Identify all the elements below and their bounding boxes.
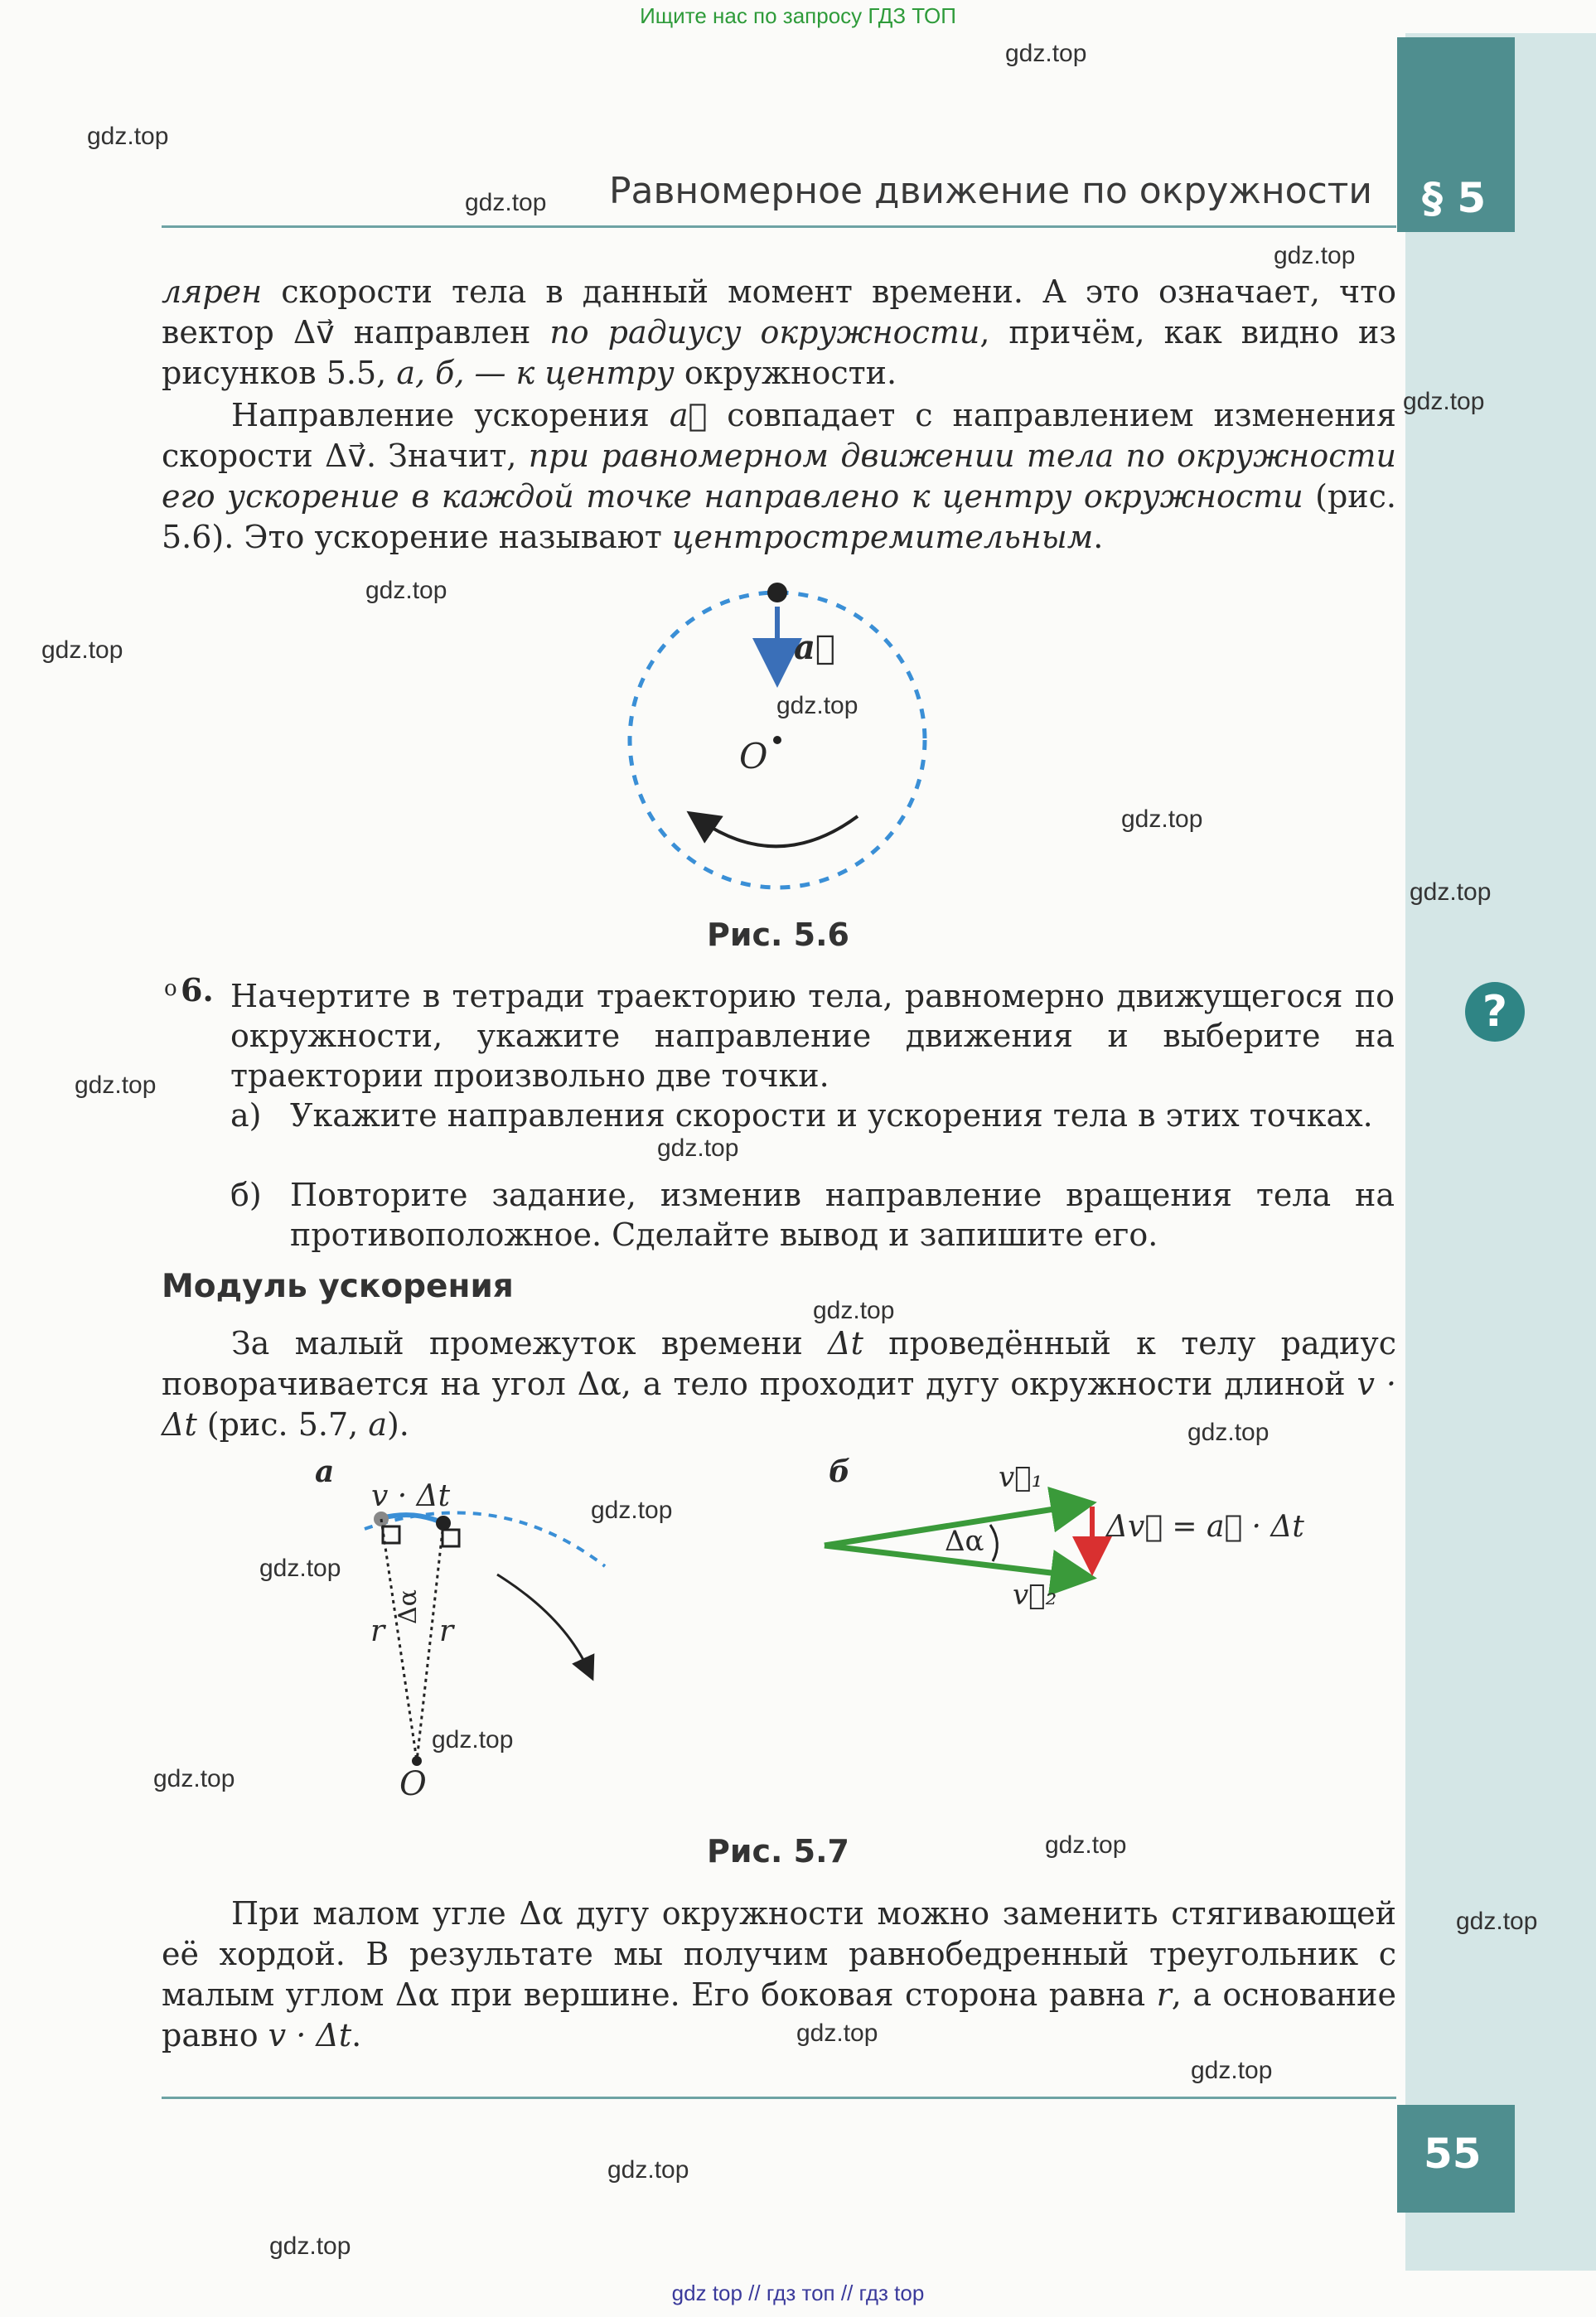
fig57-label-a: а xyxy=(315,1454,335,1489)
watermark: gdz.top xyxy=(813,1297,895,1324)
center-label: O xyxy=(739,736,768,776)
task-b-label: б) xyxy=(230,1177,262,1213)
task-a-label: а) xyxy=(230,1097,262,1134)
bottom-banner-watermark: gdz top // гдз топ // гдз top xyxy=(671,2281,925,2305)
delta-v-label: Δv⃗ = a⃗ · Δt xyxy=(1106,1510,1304,1544)
question-icon: ? xyxy=(1465,982,1525,1042)
watermark: gdz.top xyxy=(1121,805,1203,833)
angle-arc xyxy=(990,1525,997,1561)
paragraph-4: При малом угле Δα дугу окружности можно заменить стягивающей её хордой. В результате мы получим равнобедренный треугольник с малым углом Δα при вершине. Его боковая сторона равна r, а основание равно v · Δt. xyxy=(162,1895,1396,2053)
task-text: Начертите в тетради траекторию тела, равномерно движущегося по окружности, укажите направление движения и выберите на траектории произвольно две точки. xyxy=(230,978,1395,1094)
fig56-caption: Рис. 5.6 xyxy=(707,917,849,953)
watermark: gdz.top xyxy=(269,2232,351,2260)
watermark: gdz.top xyxy=(465,189,547,216)
angle-label-a: Δα xyxy=(394,1589,423,1624)
radius-1 xyxy=(381,1519,417,1761)
watermark: gdz.top xyxy=(153,1765,235,1792)
center-label-o: O xyxy=(399,1765,427,1803)
radius-label-right: r xyxy=(439,1614,454,1648)
watermark: gdz.top xyxy=(41,636,123,664)
watermark: gdz.top xyxy=(1456,1908,1538,1935)
watermark: gdz.top xyxy=(1005,40,1087,67)
section-label: § 5 xyxy=(1422,174,1487,222)
v1-label: v⃗₁ xyxy=(999,1461,1043,1494)
task-level-mark: о xyxy=(164,976,177,1001)
paragraph-3: За малый промежуток времени Δt проведённый к телу радиус поворачивается на угол Δα, а тело проходит дугу окружности длиной v · Δt (рис. 5.7, а). xyxy=(162,1325,1396,1443)
watermark: gdz.top xyxy=(776,692,858,719)
arc-length-label: v · Δt xyxy=(371,1479,451,1513)
watermark: gdz.top xyxy=(1410,878,1492,906)
right-angle-2 xyxy=(443,1530,459,1546)
center-point xyxy=(773,736,781,744)
arc-segment xyxy=(381,1515,443,1523)
watermark: gdz.top xyxy=(1045,1831,1127,1859)
watermark: gdz.top xyxy=(259,1555,341,1582)
watermark: gdz.top xyxy=(75,1071,157,1099)
watermark: gdz.top xyxy=(1187,1419,1270,1446)
watermark: gdz.top xyxy=(657,1134,739,1162)
body-point xyxy=(767,583,787,602)
accel-label: a⃗ xyxy=(794,628,835,667)
right-angle-1 xyxy=(383,1526,399,1543)
v2-label: v⃗₂ xyxy=(1013,1579,1057,1612)
watermark: gdz.top xyxy=(607,2156,689,2184)
task-number: 6. xyxy=(181,971,214,1009)
watermark: gdz.top xyxy=(1403,388,1485,415)
watermark: gdz.top xyxy=(1191,2057,1273,2084)
top-banner-watermark: Ищите нас по запросу ГДЗ ТОП xyxy=(640,3,956,28)
figure-5-6 xyxy=(630,583,925,888)
watermark: gdz.top xyxy=(365,577,447,604)
watermark: gdz.top xyxy=(87,123,169,150)
watermark: gdz.top xyxy=(1274,242,1356,269)
paragraph-2: Направление ускорения a⃗ совпадает с направлением изменения скорости Δv⃗. Значит, при равномерном движении тела по окружности его ускорение в каждой точке направлено к центру окружности (рис. 5.6). Это ускорение называют центростремительным. xyxy=(162,397,1396,555)
rotation-arrow-2 xyxy=(497,1574,588,1670)
fig57-caption: Рис. 5.7 xyxy=(707,1833,849,1870)
angle-label-b: Δα xyxy=(945,1525,984,1558)
radius-label-left: r xyxy=(370,1614,385,1648)
rotation-arrow xyxy=(700,816,858,846)
chapter-title: Равномерное движение по окружности xyxy=(609,170,1373,212)
paragraph-1: лярен скорости тела в данный момент времени. А это означает, что вектор Δv⃗ направлен по радиусу окружности, причём, как видно из рисунков 5.5, а, б, — к центру окружности. xyxy=(162,273,1397,391)
fig57-label-b: б xyxy=(829,1454,850,1489)
task-b-text: Повторите задание, изменив направление вращения тела на противоположное. Сделайте вывод и запишите его. xyxy=(290,1177,1395,1253)
watermark: gdz.top xyxy=(432,1726,514,1753)
task-a-text: Укажите направления скорости и ускорения тела в этих точках. xyxy=(290,1097,1373,1134)
page-number: 55 xyxy=(1424,2130,1482,2178)
watermark: gdz.top xyxy=(796,2020,878,2047)
watermark: gdz.top xyxy=(591,1497,673,1524)
section-heading: Модуль ускорения xyxy=(162,1268,514,1305)
